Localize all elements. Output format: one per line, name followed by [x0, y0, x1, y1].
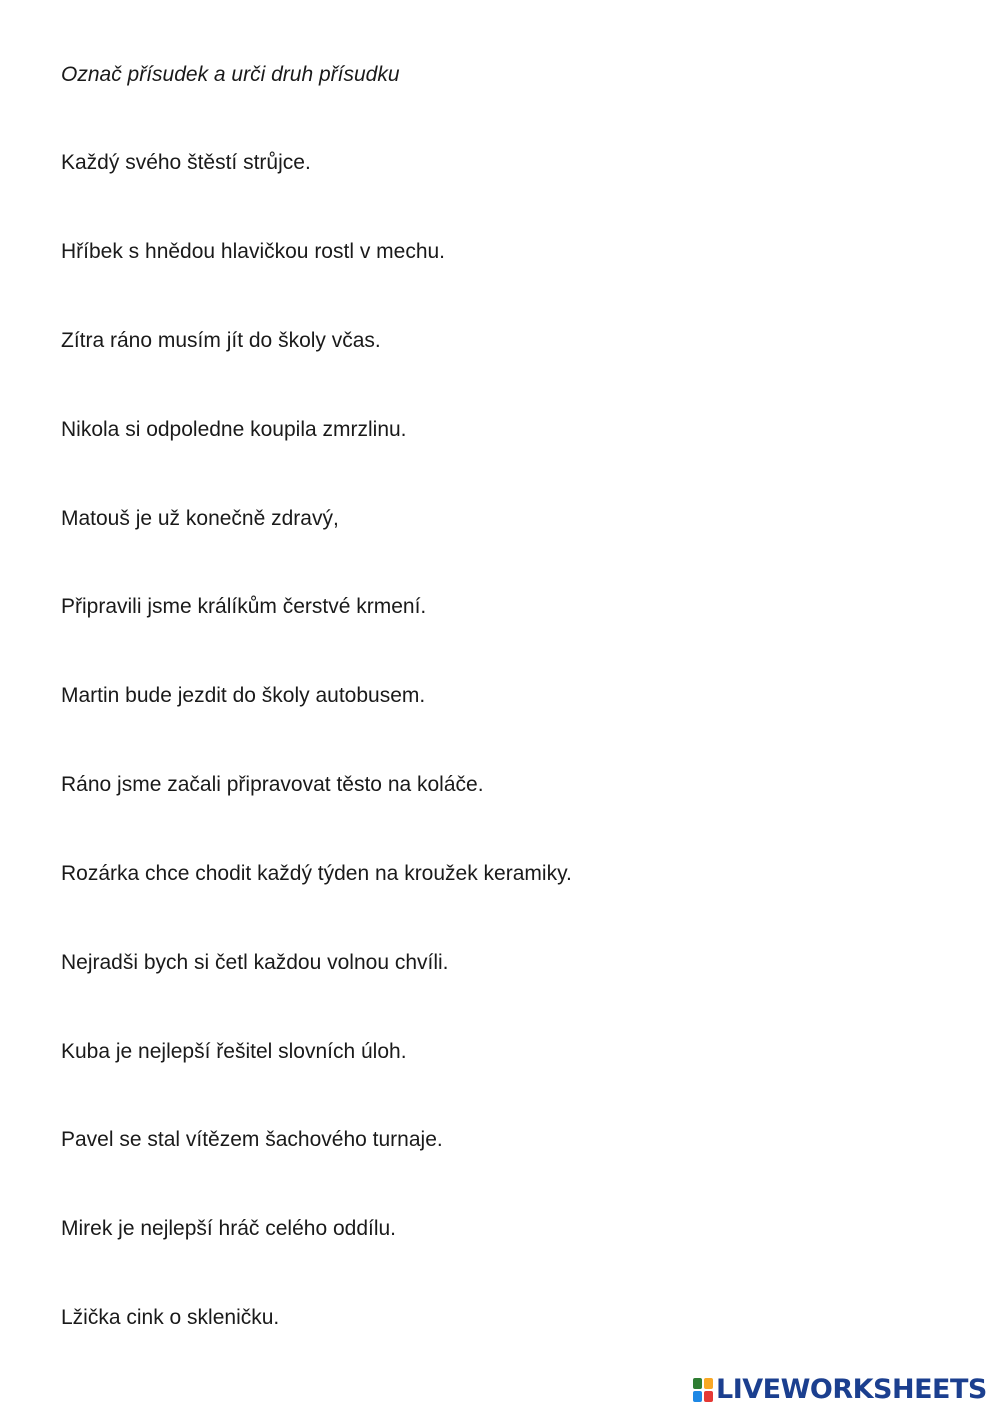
- sentence-5: Matouš je už konečně zdravý,: [61, 507, 339, 530]
- instruction-title: Označ přísudek a urči druh přísudku: [61, 63, 400, 86]
- sentence-8: Ráno jsme začali připravovat těsto na koláče.: [61, 773, 484, 796]
- sentence-12: Pavel se stal vítězem šachového turnaje.: [61, 1128, 443, 1151]
- sentence-9: Rozárka chce chodit každý týden na kroužek keramiky.: [61, 862, 572, 885]
- liveworksheets-logo-icon: [693, 1378, 713, 1402]
- sentence-3: Zítra ráno musím jít do školy včas.: [61, 329, 381, 352]
- sentence-10: Nejradši bych si četl každou volnou chvíli.: [61, 951, 449, 974]
- liveworksheets-logo-text: LIVEWORKSHEETS: [716, 1374, 987, 1405]
- liveworksheets-logo: [693, 1374, 987, 1406]
- sentence-13: Mirek je nejlepší hráč celého oddílu.: [61, 1217, 397, 1240]
- sentence-11: Kuba je nejlepší řešitel slovních úloh.: [61, 1040, 407, 1063]
- sentence-4: Nikola si odpoledne koupila zmrzlinu.: [61, 418, 407, 441]
- sentence-2: Hříbek s hnědou hlavičkou rostl v mechu.: [61, 240, 446, 263]
- sentence-14: Lžička cink o skleničku.: [61, 1306, 280, 1329]
- sentence-7: Martin bude jezdit do školy autobusem.: [61, 684, 426, 707]
- sentence-6: Připravili jsme králíkům čerstvé krmení.: [61, 595, 427, 618]
- sentence-1: Každý svého štěstí strůjce.: [61, 151, 311, 174]
